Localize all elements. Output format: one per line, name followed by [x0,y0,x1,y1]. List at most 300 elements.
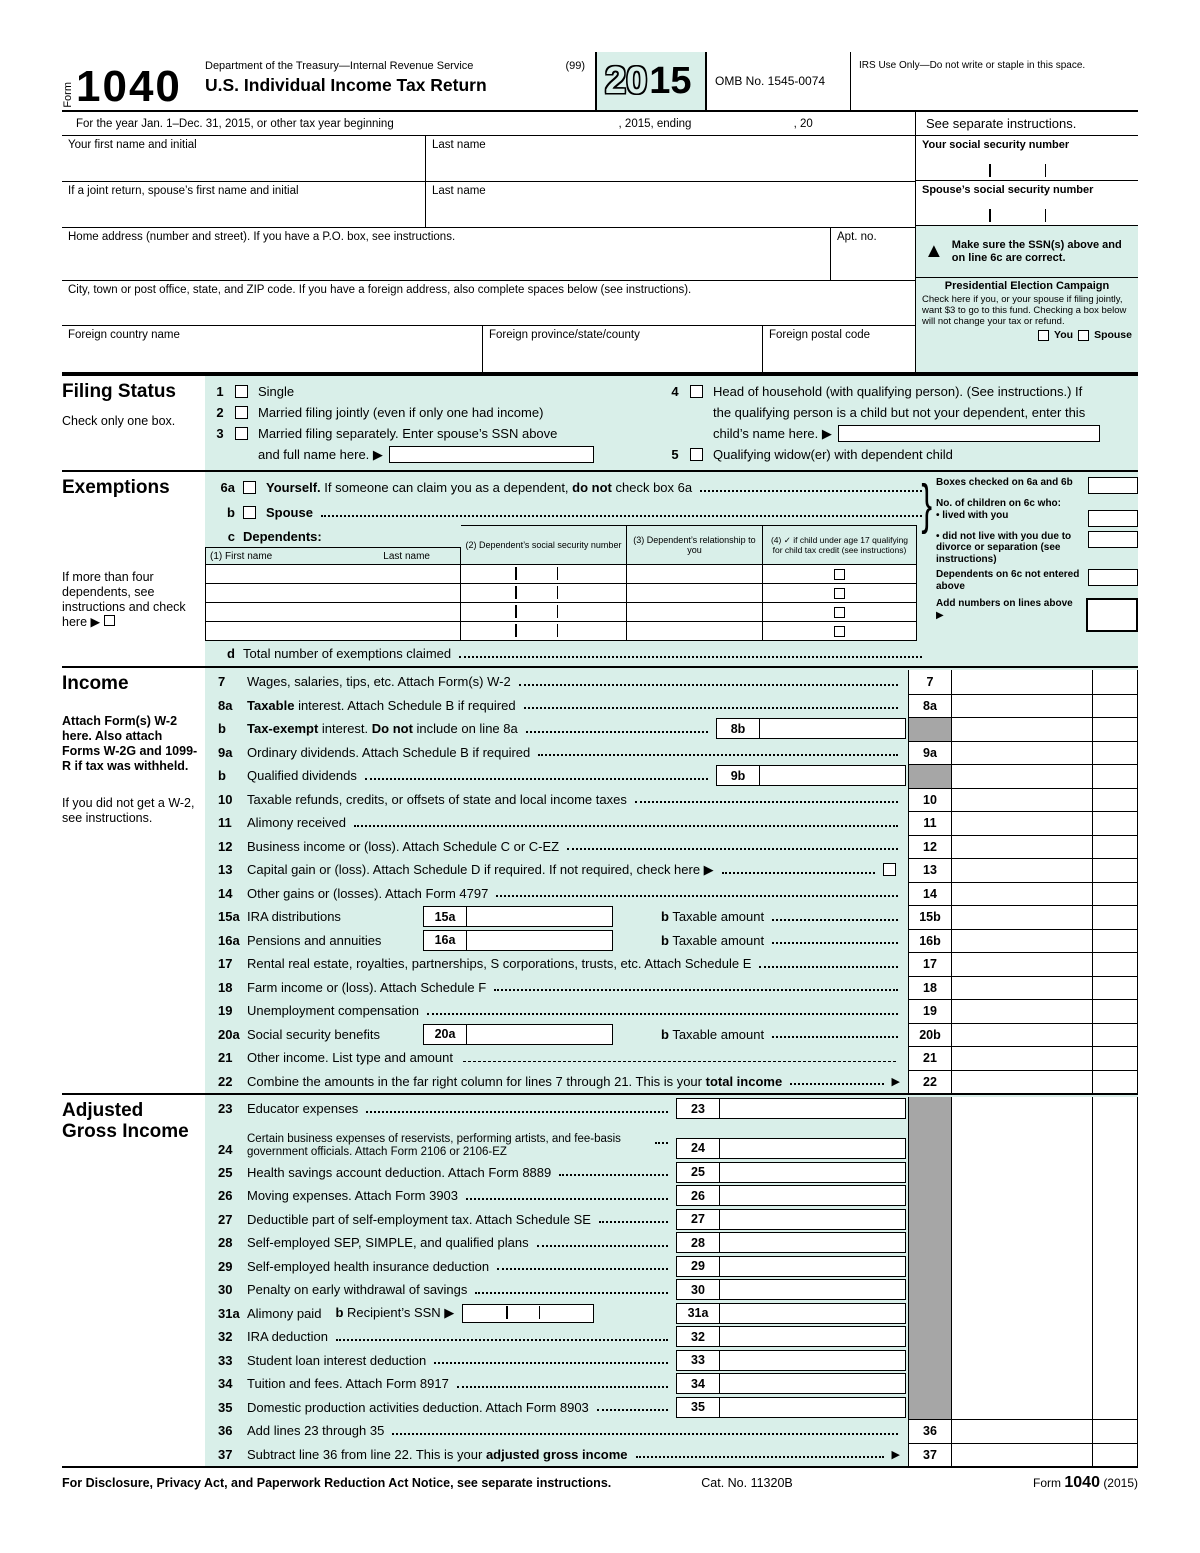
inner-entry [423,930,613,951]
amount-field[interactable] [952,1396,1092,1420]
cents-field[interactable] [1092,905,1138,929]
cents-field[interactable] [1092,764,1138,788]
ssn-separator [557,586,559,599]
income-title: Income [62,673,129,694]
line-label-area [247,1070,908,1094]
filing-status-qualifying-widower [660,444,1138,465]
dot-leader [537,1245,668,1247]
amount-field[interactable] [952,788,1092,812]
foreign-province-field[interactable] [482,326,762,372]
last-name-field[interactable] [425,136,915,181]
inner-entry [676,1350,906,1371]
right-line-number [908,1208,952,1232]
right-line-number: 22 [908,1070,952,1094]
tax-year-box [595,52,705,110]
cents-field[interactable] [1092,1302,1138,1326]
right-line-number: 7 [908,670,952,694]
right-line-number [908,1396,952,1420]
amount-field[interactable] [952,882,1092,906]
qualifying-widower-checkbox[interactable] [690,448,703,461]
line-number: 23 [218,1101,233,1117]
amount-field[interactable] [952,694,1092,718]
income-line-15b [205,905,1138,929]
item-number: 4 [671,384,679,399]
right-line-number: 17 [908,952,952,976]
dot-leader [494,989,898,991]
child-tax-credit-checkbox[interactable] [834,569,845,580]
tax-year-line [62,112,1138,136]
line-number: 12 [218,838,233,854]
spouse-ssn-label: Spouse’s social security number [922,184,1094,196]
cents-field[interactable] [1092,929,1138,953]
inner-amount-field[interactable] [720,1232,906,1253]
cents-field[interactable] [1092,788,1138,812]
line-number: 18 [218,979,233,995]
line-label: Capital gain or (loss). Attach Schedule D if required. If not required, check here ▶ [247,861,714,877]
dependent-name-field[interactable] [205,603,461,622]
inner-line-number: 34 [676,1373,720,1394]
dependent-relationship-field[interactable] [627,584,763,603]
agi-line-33 [205,1349,1138,1373]
dot-leader [772,1036,898,1038]
right-line-number: 15b [908,905,952,929]
inner-entry [423,1024,613,1045]
amount-field[interactable] [952,952,1092,976]
dep-col1b-header: Last name [383,550,430,562]
line-label: Student loan interest deduction [247,1352,427,1368]
spouse-first-name-field[interactable] [62,182,425,227]
line-number: 33 [218,1352,233,1368]
cents-field[interactable] [1092,999,1138,1023]
cents-field[interactable] [1092,1097,1138,1121]
agi-line-35 [205,1396,1138,1420]
head-of-household-label2: the qualifying person is a child but not your dependent, enter this [713,405,1086,420]
inner-amount-field[interactable] [467,906,613,927]
cents-field[interactable] [1092,1349,1138,1373]
ssn-separator [989,164,991,177]
city-state-zip-field[interactable] [62,281,915,325]
right-line-number [908,1302,952,1326]
agi-section [62,1093,1138,1466]
dep-col2-header: (2) Dependent’s social security number [461,525,627,565]
filing-status-head-of-household [660,381,1138,402]
tax-year-20: 20 [605,59,648,102]
item-number: 5 [671,447,679,462]
inner-amount-field[interactable] [760,765,906,786]
amount-field[interactable] [952,1121,1092,1161]
right-line-number: 13 [908,858,952,882]
qualifying-widower-label: Qualifying widow(er) with dependent child [713,447,953,462]
inner-line-number: 30 [676,1279,720,1300]
foreign-postal-label: Foreign postal code [769,329,871,341]
cents-field[interactable] [1092,694,1138,718]
line-label: Tax-exempt interest. Do not include on line 8a [247,721,518,737]
cents-field[interactable] [1092,1121,1138,1161]
identity-block [62,136,1138,374]
line-label: Unemployment compensation [247,1003,419,1019]
cents-field[interactable] [1092,952,1138,976]
inner-line-number: 26 [676,1185,720,1206]
line-number: 19 [218,1003,233,1019]
child-tax-credit-checkbox[interactable] [834,607,845,618]
campaign-spouse-checkbox[interactable] [1078,330,1089,341]
campaign-you-checkbox[interactable] [1038,330,1049,341]
income-line-16b [205,929,1138,953]
dependent-ssn-field[interactable] [461,565,627,584]
disclosure-notice: For Disclosure, Privacy Act, and Paperwork Reduction Act Notice, see separate instructions. [62,1476,612,1490]
dependent-row [205,603,917,622]
spouse-ssn-field[interactable] [916,181,1138,226]
filing-status-note: Check only one box. [62,414,176,428]
amount-field[interactable] [952,1161,1092,1185]
cents-field[interactable] [1092,858,1138,882]
form-footer [62,1466,1138,1492]
inner-line-number: 33 [676,1350,720,1371]
amount-field[interactable] [952,1208,1092,1232]
line-label-area [247,1208,908,1232]
not-required-checkbox[interactable] [883,863,896,876]
cents-field[interactable] [1092,1208,1138,1232]
no-w2-note: If you did not get a W-2, see instructions. [62,796,195,825]
amount-field[interactable] [952,1325,1092,1349]
foreign-province-label: Foreign province/state/county [489,329,640,341]
line-label-area [247,1302,908,1326]
line-6d [205,641,930,666]
line-6a [205,475,930,500]
apt-no-field[interactable] [830,228,915,280]
dot-leader [759,966,898,968]
income-line-22 [205,1070,1138,1094]
cents-field[interactable] [1092,1184,1138,1208]
right-line-number [908,1121,952,1161]
line-label-area [247,1023,908,1047]
cents-field[interactable] [1092,1046,1138,1070]
line-label-area [247,1097,908,1121]
inner-amount-field[interactable] [720,1397,906,1418]
dep-col4-header: (4) ✓ if child under age 17 qualifying for child tax credit (see instructions) [763,525,917,565]
ssn-separator [515,567,517,580]
inner-amount-field[interactable] [760,718,906,739]
amount-field[interactable] [952,929,1092,953]
right-line-number [908,1255,952,1279]
other-income-type-field[interactable] [463,1061,896,1062]
line-label-area [247,764,908,788]
brace: } [921,473,932,535]
amount-field[interactable] [952,1231,1092,1255]
line-label-area [247,1278,908,1302]
line-label: Qualified dividends [247,768,357,784]
total-exemptions-field[interactable] [1086,598,1138,632]
form-word-label: Form [62,82,74,108]
amount-field[interactable] [952,1046,1092,1070]
dot-leader [722,872,875,874]
arrow-icon: ▶ [891,1075,900,1088]
inner-entry [676,1397,906,1418]
inner-amount-field[interactable] [720,1279,906,1300]
line-label: Pensions and annuities [247,932,382,948]
amount-field[interactable] [952,1302,1092,1326]
dot-leader [559,1174,668,1176]
first-name-field[interactable] [62,136,425,181]
qualifying-child-name-field[interactable] [838,425,1100,442]
amount-field[interactable] [952,835,1092,859]
inner-amount-field[interactable] [467,1024,613,1045]
campaign-spouse-label: Spouse [1094,329,1132,341]
amount-field[interactable] [952,670,1092,694]
dep-col3-header: (3) Dependent’s relationship to you [627,525,763,565]
apt-no-label: Apt. no. [837,231,877,243]
ssn-separator [515,605,517,618]
line-number: 7 [218,674,226,690]
dot-leader [636,1456,884,1458]
line-label-area [247,1325,908,1349]
more-than-four-checkbox[interactable] [104,615,115,626]
foreign-postal-field[interactable] [762,326,915,372]
last-name-label: Last name [432,139,486,151]
inner-amount-field[interactable] [467,930,613,951]
dependent-relationship-field[interactable] [627,603,763,622]
cents-field[interactable] [1092,1419,1138,1443]
dependent-name-field[interactable] [205,565,461,584]
cents-field[interactable] [1092,976,1138,1000]
amount-field[interactable] [952,905,1092,929]
dot-leader [519,684,898,686]
agi-line-30 [205,1278,1138,1302]
dependent-ssn-field[interactable] [461,603,627,622]
right-line-number [908,1349,952,1373]
agi-line-36 [205,1419,1138,1443]
line-label-area [247,1046,908,1070]
line-number: 28 [218,1235,233,1251]
exemptions-title: Exemptions [62,477,170,498]
dependent-relationship-field[interactable] [627,565,763,584]
attach-w2-note: Attach Form(s) W-2 here. Also attach Forms W-2G and 1099-R if tax was withheld. [62,714,198,773]
taxable-amount-label: b Taxable amount [661,1026,765,1042]
child-tax-credit-checkbox[interactable] [834,626,845,637]
inner-line-number: 25 [676,1162,720,1183]
line-number: 8a [218,697,233,713]
inner-amount-field[interactable] [720,1350,906,1371]
spouse-full-name-field[interactable] [389,446,594,463]
amount-field[interactable] [952,1184,1092,1208]
exemptions-section [62,470,1138,666]
head-of-household-checkbox[interactable] [690,385,703,398]
amount-field[interactable] [952,976,1092,1000]
amount-field[interactable] [952,1278,1092,1302]
amount-field[interactable] [952,1255,1092,1279]
line-label: Moving expenses. Attach Form 3903 [247,1188,459,1204]
line-label-area [247,1121,908,1161]
yourself-label: Yourself. If someone can claim you as a dependent, do not check box 6a [266,480,693,495]
single-checkbox[interactable] [235,385,248,398]
cents-field[interactable] [1092,670,1138,694]
married-jointly-checkbox[interactable] [235,406,248,419]
dependent-name-field[interactable] [205,584,461,603]
amount-field[interactable] [952,1070,1092,1094]
right-line-number [908,1372,952,1396]
cents-field[interactable] [1092,1070,1138,1094]
dot-leader [700,490,922,492]
line-label-area [247,1231,908,1255]
dependent-row [205,565,917,584]
inner-amount-field[interactable] [720,1185,906,1206]
line-label-area [247,1419,908,1443]
line-number: b [227,505,235,520]
line-number: 10 [218,791,233,807]
amount-field[interactable] [952,741,1092,765]
cents-field[interactable] [1092,835,1138,859]
single-label: Single [258,384,295,399]
amount-field[interactable] [952,1349,1092,1373]
inner-amount-field[interactable] [720,1138,906,1159]
right-line-number [908,1184,952,1208]
dependents-table [205,525,917,641]
amount-field[interactable] [952,999,1092,1023]
filing-status-married-separately [205,423,660,444]
inner-amount-field[interactable] [720,1098,906,1119]
line-label: Domestic production activities deduction. Attach Form 8903 [247,1399,589,1415]
ssn-separator [515,586,517,599]
amount-field[interactable] [952,764,1092,788]
line-number: 14 [218,885,233,901]
inner-amount-field[interactable] [720,1162,906,1183]
filing-status-single [205,381,660,402]
filing-status-married-jointly [205,402,660,423]
inner-amount-field[interactable] [720,1303,906,1324]
line-label-area [247,882,908,906]
cents-field[interactable] [1092,1023,1138,1047]
inner-amount-field[interactable] [720,1326,906,1347]
dot-leader [772,919,898,921]
boxes-checked-field[interactable] [1088,477,1138,494]
dot-leader [497,1268,668,1270]
boxes-checked-label: Boxes checked on 6a and 6b [936,477,1073,488]
home-address-field[interactable] [62,228,830,280]
line-number: 25 [218,1164,233,1180]
yourself-checkbox[interactable] [243,481,256,494]
dot-leader [336,1339,668,1341]
agi-line-29 [205,1255,1138,1279]
cents-field[interactable] [1092,717,1138,741]
cents-field[interactable] [1092,1278,1138,1302]
right-line-number [908,1325,952,1349]
amount-field[interactable] [952,1097,1092,1121]
dependents-rows [205,565,917,641]
ssn-separator [989,209,991,222]
income-line-19 [205,999,1138,1023]
right-line-number [908,1278,952,1302]
line-label: IRA deduction [247,1329,328,1345]
presidential-election-campaign-box [916,278,1138,372]
income-line-20b [205,1023,1138,1047]
right-line-number [908,1161,952,1185]
married-separately-checkbox[interactable] [235,427,248,440]
married-separately-label: Married filing separately. Enter spouse’s SSN above [258,426,558,441]
did-not-live-field[interactable] [1088,531,1138,548]
cents-field[interactable] [1092,1325,1138,1349]
recipient-ssn-label: b Recipient’s SSN ▶ [335,1305,455,1321]
spouse-checkbox[interactable] [243,506,256,519]
line-label: Other gains or (losses). Attach Form 4797 [247,885,489,901]
amount-field[interactable] [952,1419,1092,1443]
cents-field[interactable] [1092,1161,1138,1185]
dependents-not-entered-field[interactable] [1088,569,1138,586]
inner-amount-field[interactable] [720,1373,906,1394]
dep-col1-header: (1) First name [210,550,273,562]
spouse-last-name-field[interactable] [425,182,915,227]
line-label-area [247,929,908,953]
line-number: 22 [218,1073,233,1089]
lived-with-you-field[interactable] [1088,510,1138,527]
cents-field[interactable] [1092,1443,1138,1467]
inner-amount-field[interactable] [720,1256,906,1277]
your-ssn-field[interactable] [916,136,1138,181]
amount-field[interactable] [952,1443,1092,1467]
recipient-ssn-field[interactable] [462,1304,594,1323]
dependent-relationship-field[interactable] [627,622,763,641]
line-label: Alimony received [247,815,346,831]
line-label: IRA distributions [247,909,341,925]
foreign-country-field[interactable] [62,326,482,372]
amount-field[interactable] [952,1372,1092,1396]
cents-field[interactable] [1092,741,1138,765]
inner-amount-field[interactable] [720,1209,906,1230]
dot-leader [457,1386,668,1388]
line-label-area [247,788,908,812]
right-line-number: 20b [908,1023,952,1047]
line-label-area [247,858,908,882]
line-number: 11 [218,815,232,831]
inner-line-number: 23 [676,1098,720,1119]
amount-field[interactable] [952,717,1092,741]
amount-field[interactable] [952,1023,1092,1047]
cents-field[interactable] [1092,1372,1138,1396]
line-label-area [247,1349,908,1373]
cents-field[interactable] [1092,811,1138,835]
filing-status-section [62,374,1138,470]
dependent-ctc-cell [763,622,917,641]
cents-field[interactable] [1092,1231,1138,1255]
child-tax-credit-checkbox[interactable] [834,588,845,599]
form-code-99: (99) [565,60,585,72]
first-name-label: Your first name and initial [68,139,197,151]
dot-leader [790,1083,883,1085]
line-6b [205,500,930,525]
dependent-ssn-field[interactable] [461,584,627,603]
inner-entry [676,1162,906,1183]
dependent-ssn-field[interactable] [461,622,627,641]
amount-field[interactable] [952,858,1092,882]
right-line-number: 10 [908,788,952,812]
cents-field[interactable] [1092,882,1138,906]
year-line-text: For the year Jan. 1–Dec. 31, 2015, or other tax year beginning [76,117,394,130]
agi-line-32 [205,1325,1138,1349]
cents-field[interactable] [1092,1255,1138,1279]
more-than-four-text: If more than four dependents, see instructions and check here ▶ [62,570,186,629]
head-of-household-label: Head of household (with qualifying person). (See instructions.) If [713,384,1083,399]
line-label: Self-employed health insurance deduction [247,1258,490,1274]
dependent-ctc-cell [763,565,917,584]
cents-field[interactable] [1092,1396,1138,1420]
agi-line-31a [205,1302,1138,1326]
amount-field[interactable] [952,811,1092,835]
line-label: Taxable refunds, credits, or offsets of state and local income taxes [247,791,627,807]
arrow-icon: ▶ [891,1448,900,1461]
dependent-name-field[interactable] [205,622,461,641]
inner-line-number: 29 [676,1256,720,1277]
inner-entry [676,1209,906,1230]
ssn-separator [506,1306,508,1319]
